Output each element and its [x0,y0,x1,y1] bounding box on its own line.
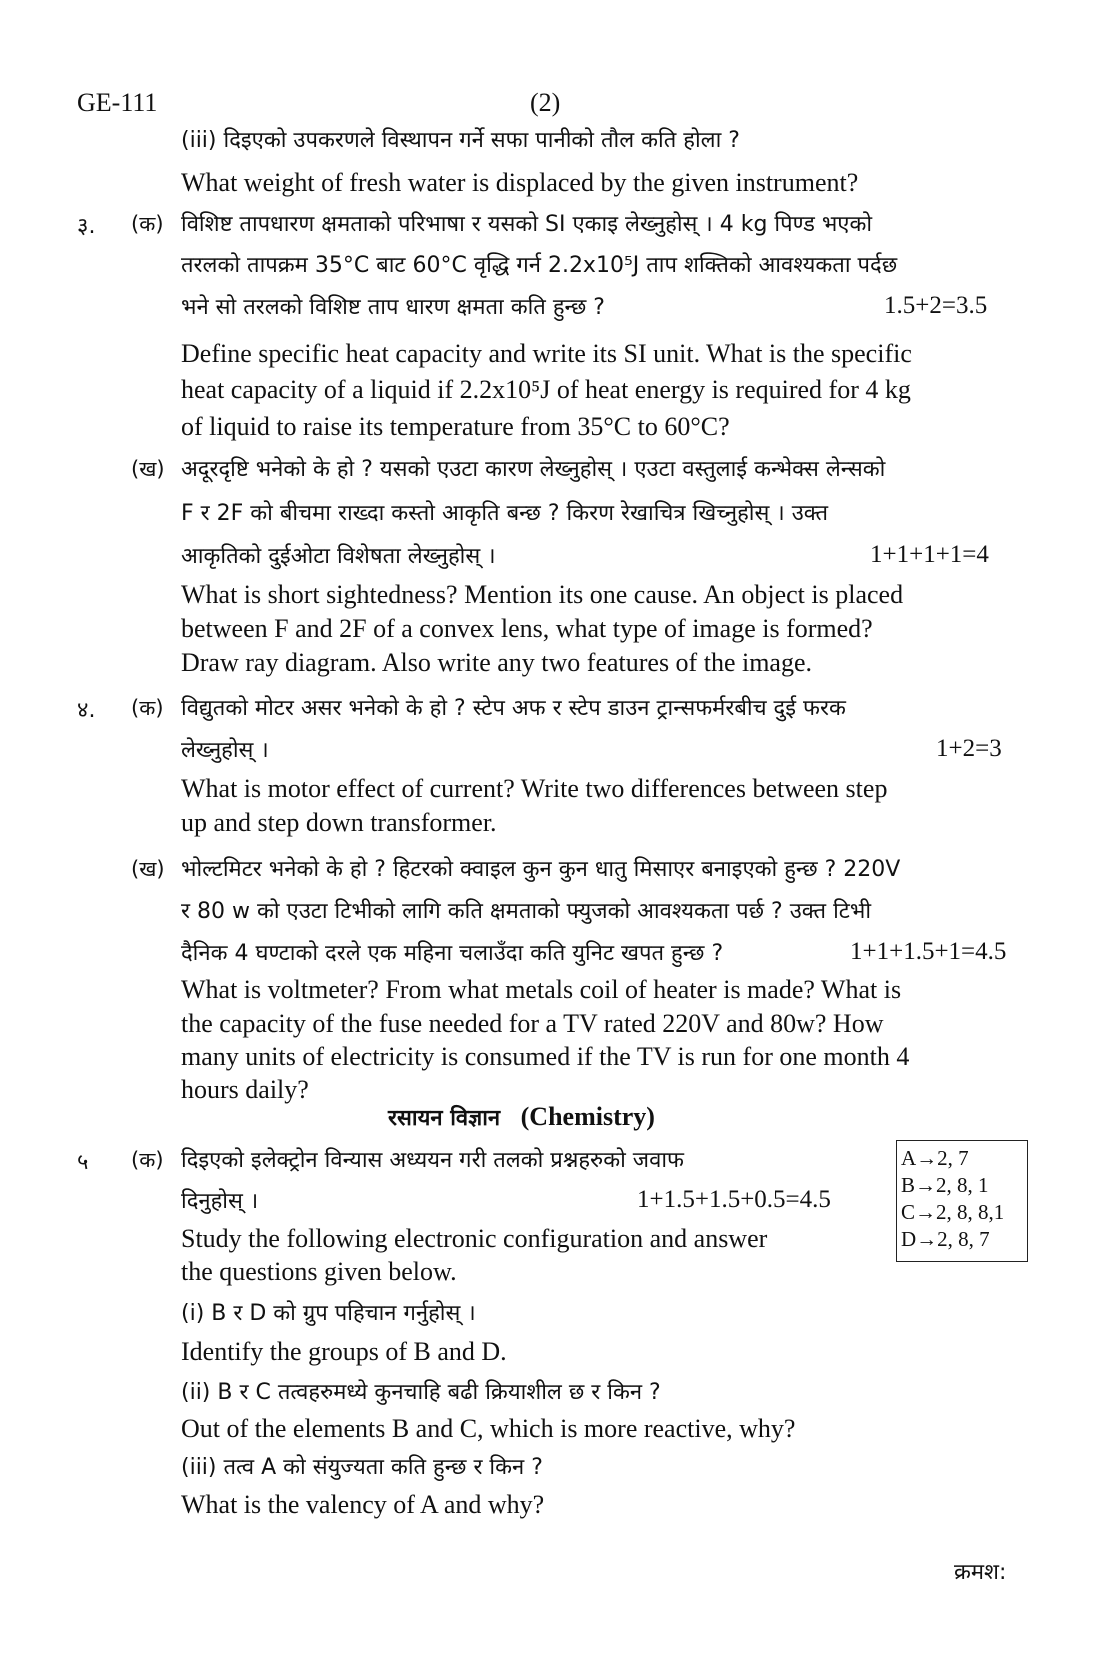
q4b-marks: 1+1+1.5+1=4.5 [850,938,1007,965]
q5-ii-nepali: (ii) B र C तत्वहरुमध्ये कुनचाहि बढी क्रियाशील छ र किन ? [181,1380,661,1405]
page-number: (2) [530,88,561,117]
q3b-english-line2: between F and 2F of a convex lens, what type of image is formed? [181,614,873,643]
q5a-nepali-line1: दिइएको इलेक्ट्रोन विन्यास अध्ययन गरी तलको प्रश्नहरुको जवाफ [181,1148,685,1173]
config-a: A→2, 7 [901,1146,969,1170]
q3b-english-line3: Draw ray diagram. Also write any two features of the image. [181,648,813,677]
q5a-nepali-line2: दिनुहोस् । [181,1189,259,1214]
q5a-marks: 1+1.5+1.5+0.5=4.5 [637,1186,831,1213]
q3a-label: (क) [131,212,164,236]
q3b-nepali-line3: आकृतिको दुईओटा विशेषता लेख्नुहोस् । [181,544,496,569]
config-c: C→2, 8, 8,1 [901,1200,1005,1224]
q5a-label: (क) [131,1148,164,1172]
config-d: D→2, 8, 7 [901,1227,990,1251]
q3b-english-line1: What is short sightedness? Mention its one cause. An object is placed [181,580,904,609]
q3a-nepali-line3: भने सो तरलको विशिष्ट ताप धारण क्षमता कति हुन्छ ? [181,295,605,320]
q4b-english-line3: many units of electricity is consumed if the TV is run for one month 4 [181,1042,910,1071]
q5-iii-nepali: (iii) तत्व A को संयुज्यता कति हुन्छ र किन ? [181,1455,543,1480]
q3a-english-line2: heat capacity of a liquid if 2.2x10⁵J of heat energy is required for 4 kg [181,375,911,404]
q4a-label: (क) [131,696,164,720]
q2-iii-nepali: (iii) दिइएको उपकरणले विस्थापन गर्ने सफा पानीको तौल कति होला ? [181,128,740,153]
question-number-3: ३. [77,214,96,239]
q3a-english-line3: of liquid to raise its temperature from 35°C to 60°C? [181,412,730,441]
q5a-english-line2: the questions given below. [181,1257,457,1286]
config-b: B→2, 8, 1 [901,1173,989,1197]
chemistry-heading-nepali: रसायन विज्ञान [388,1106,501,1131]
q4b-english-line4: hours daily? [181,1075,309,1104]
chemistry-heading [388,1098,655,1138]
q4a-marks: 1+2=3 [936,735,1002,762]
q5-ii-english: Out of the elements B and C, which is more reactive, why? [181,1414,796,1443]
q4b-english-line1: What is voltmeter? From what metals coil of heater is made? What is [181,975,902,1004]
q5-iii-english: What is the valency of A and why? [181,1490,545,1519]
q3b-nepali-line1: अदूरदृष्टि भनेको के हो ? यसको एउटा कारण लेख्नुहोस् । एउटा वस्तुलाई कन्भेक्स लेन्सको [181,457,886,482]
q5-i-nepali: (i) B र D को ग्रुप पहिचान गर्नुहोस् । [181,1301,476,1326]
q5a-english-line1: Study the following electronic configuration and answer [181,1224,768,1253]
q4a-english-line2: up and step down transformer. [181,808,497,837]
q3a-marks: 1.5+2=3.5 [884,292,988,319]
q2-iii-english: What weight of fresh water is displaced by the given instrument? [181,168,859,197]
q3b-label: (ख) [131,457,165,481]
question-number-5: ५ [77,1150,89,1175]
q4a-english-line1: What is motor effect of current? Write two differences between step [181,774,888,803]
q3a-nepali-line2: तरलको तापक्रम 35°C बाट 60°C वृद्धि गर्न 2.2x10⁵J ताप शक्तिको आवश्यकता पर्दछ [181,253,898,278]
q4b-english-line2: the capacity of the fuse needed for a TV rated 220V and 80w? How [181,1009,884,1038]
chemistry-heading-english: (Chemistry) [520,1102,655,1131]
q4b-nepali-line2: र 80 w को एउटा टिभीको लागि कति क्षमताको फ्युजको आवश्यकता पर्छ ? उक्त टिभी [181,899,872,924]
q3b-nepali-line2: F र 2F को बीचमा राख्दा कस्तो आकृति बन्छ ? किरण रेखाचित्र खिच्नुहोस् । उक्त [181,501,829,526]
q4b-nepali-line1: भोल्टमिटर भनेको के हो ? हिटरको क्वाइल कुन कुन धातु मिसाएर बनाइएको हुन्छ ? 220V [181,857,901,882]
q3a-nepali-line1: विशिष्ट तापधारण क्षमताको परिभाषा र यसको SI एकाइ लेख्नुहोस् । 4 kg पिण्ड भएको [181,212,873,237]
q4a-nepali-line2: लेख्नुहोस् । [181,738,269,763]
exam-code: GE-111 [77,88,158,117]
question-number-4: ४. [77,698,96,723]
q4b-nepali-line3: दैनिक 4 घण्टाको दरले एक महिना चलाउँदा कति युनिट खपत हुन्छ ? [181,941,724,966]
q3a-english-line1: Define specific heat capacity and write its SI unit. What is the specific [181,339,912,368]
electron-configuration-box [896,1140,1028,1262]
q3b-marks: 1+1+1+1=4 [870,541,989,568]
q4b-label: (ख) [131,857,165,881]
q4a-nepali-line1: विद्युतको मोटर असर भनेको के हो ? स्टेप अफ र स्टेप डाउन ट्रान्सफर्मरबीच दुई फरक [181,696,846,721]
q5-i-english: Identify the groups of B and D. [181,1337,507,1366]
continued-note: क्रमश: [954,1560,1007,1585]
